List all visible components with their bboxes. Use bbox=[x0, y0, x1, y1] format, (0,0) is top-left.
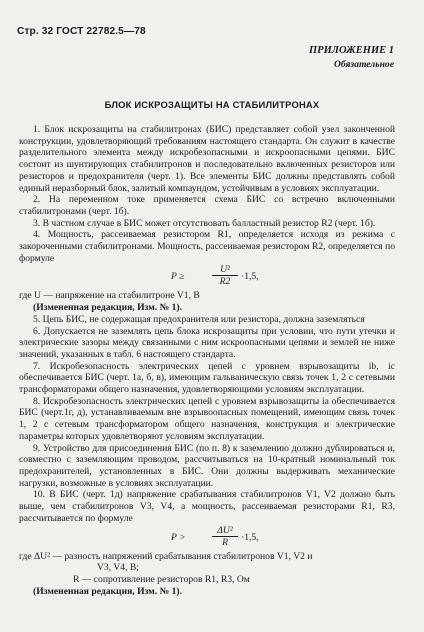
paragraph-2: 2. На переменном токе применяется схема БИС со встречно включенными стабилитронами (черт. 1б). bbox=[19, 194, 395, 217]
edit-note-2: (Измененная редакция, Изм. № 1). bbox=[33, 585, 183, 597]
appendix-label bbox=[309, 44, 394, 72]
paragraph-10: 10. В БИС (черт. 1д) напряжение срабатывания стабилитронов V1, V2 должно быть выше, чем стабилитронов V3, V4, а мощность, рассеиваемая резисторами R1, R3, рассчитывается по формуле bbox=[19, 489, 395, 524]
formula-2-numerator: ΔU² bbox=[212, 525, 238, 537]
formula-1-lhs: P ≥ bbox=[171, 271, 185, 283]
document-body bbox=[19, 124, 395, 597]
edit-note-1: (Измененная редакция, Изм. № 1). bbox=[33, 302, 183, 314]
paragraph-4: 4. Мощность, рассеиваемая резистором R1, определяется исходя из режима с закороченными стабилитронами. Мощность, рассеиваемая резистором R2, определяется по формуле bbox=[19, 229, 395, 264]
formula-1-fraction bbox=[212, 264, 238, 287]
formula-power-r1-r3 bbox=[19, 526, 395, 550]
formula-1-numerator: U² bbox=[212, 264, 238, 276]
paragraph-1: 1. Блок искрозащиты на стабилитронах (БИС) представляет собой узел законченной конструкции, удовлетворяющий требованиям настоящего стандарта. Он служит в качестве разделительного элемента между искробезопасными и искроопасными цепями. БИС состоит из шунтирующих стабилитронов и последовательно включенных резисторов или резисторов и предохранителя (черт. 1). Все элементы БИС должны представлять собой единый неразборный блок, залитый компаундом, устойчивым в условиях эксплуатации. bbox=[19, 124, 395, 194]
paragraph-6: 6. Допускается не заземлять цепь блока искрозащиты при условии, что пути утечки и электрические зазоры между связанными с ним искроопасными цепями и землей не ниже значений, указанных в табл. 6 настоящего стандарта. bbox=[19, 325, 395, 360]
formula-2-lhs: P > bbox=[171, 531, 186, 543]
formula-2-fraction bbox=[212, 525, 238, 548]
definition-delta-u: где ΔU² — разность напряжений срабатывания стабилитронов V1, V2 и bbox=[19, 550, 313, 562]
formula-2-tail: ·1,5, bbox=[241, 531, 259, 543]
definition-r: R — сопротивление резисторов R1, R3, Ом bbox=[73, 573, 250, 585]
formula-2-denominator: R bbox=[222, 536, 228, 548]
page-header: Стр. 32 ГОСТ 22782.5—78 bbox=[17, 26, 146, 37]
definition-delta-u-cont: V3, V4, В; bbox=[97, 562, 139, 574]
section-title: БЛОК ИСКРОЗАЩИТЫ НА СТАБИЛИТРОНАХ bbox=[104, 99, 320, 110]
formula-1-denominator: R2 bbox=[219, 276, 231, 288]
paragraph-3: 3. В частном случае в БИС может отсутствовать балластный резистор R2 (черт. 1б). bbox=[33, 217, 376, 229]
paragraph-4-where: где U — напряжение на стабилитроне V1, В bbox=[19, 290, 200, 302]
paragraph-7: 7. Искробезопасность электрических цепей с уровнем взрывозащиты ib, ic обеспечивается БИС (черт. 1а, б, в), имеющим гальваническую связь точек 1, 2 с сетевыми трансформаторами общего назначения, удовлетворяющими условиям эксплуатации. bbox=[19, 360, 395, 396]
formula-power-r2 bbox=[19, 265, 395, 289]
appendix-title: ПРИЛОЖЕНИЕ 1 bbox=[309, 45, 394, 56]
paragraph-9: 9. Устройство для присоединения БИС (по п. 8) к заземлению должно дублироваться и, совместно с заземляющим проводом, рассчитываться на 10-кратный номинальный ток предохранителей, установленных в БИС. Они должны выдерживать механические нагрузки, возможные в условиях эксплуатации. bbox=[19, 442, 395, 489]
paragraph-8: 8. Искробезопасность электрических цепей с уровнем взрывозащиты ia обеспечивается БИС (черт.1г, д), устанавливаемым вне взрывоопасных помещений, имеющим связь точек 1, 2 с сетевым трансформатором общего назначения, конструкция и электрические параметры которых удовлетворяют условиям эксплуатации. bbox=[19, 395, 395, 442]
definitions bbox=[19, 551, 395, 598]
appendix-subtitle: Обязательное bbox=[333, 59, 394, 70]
paragraph-5: 5. Цепь БИС, не содержащая предохранителя или резистора, должна заземляться bbox=[33, 313, 365, 325]
formula-1-tail: ·1,5, bbox=[241, 271, 259, 283]
